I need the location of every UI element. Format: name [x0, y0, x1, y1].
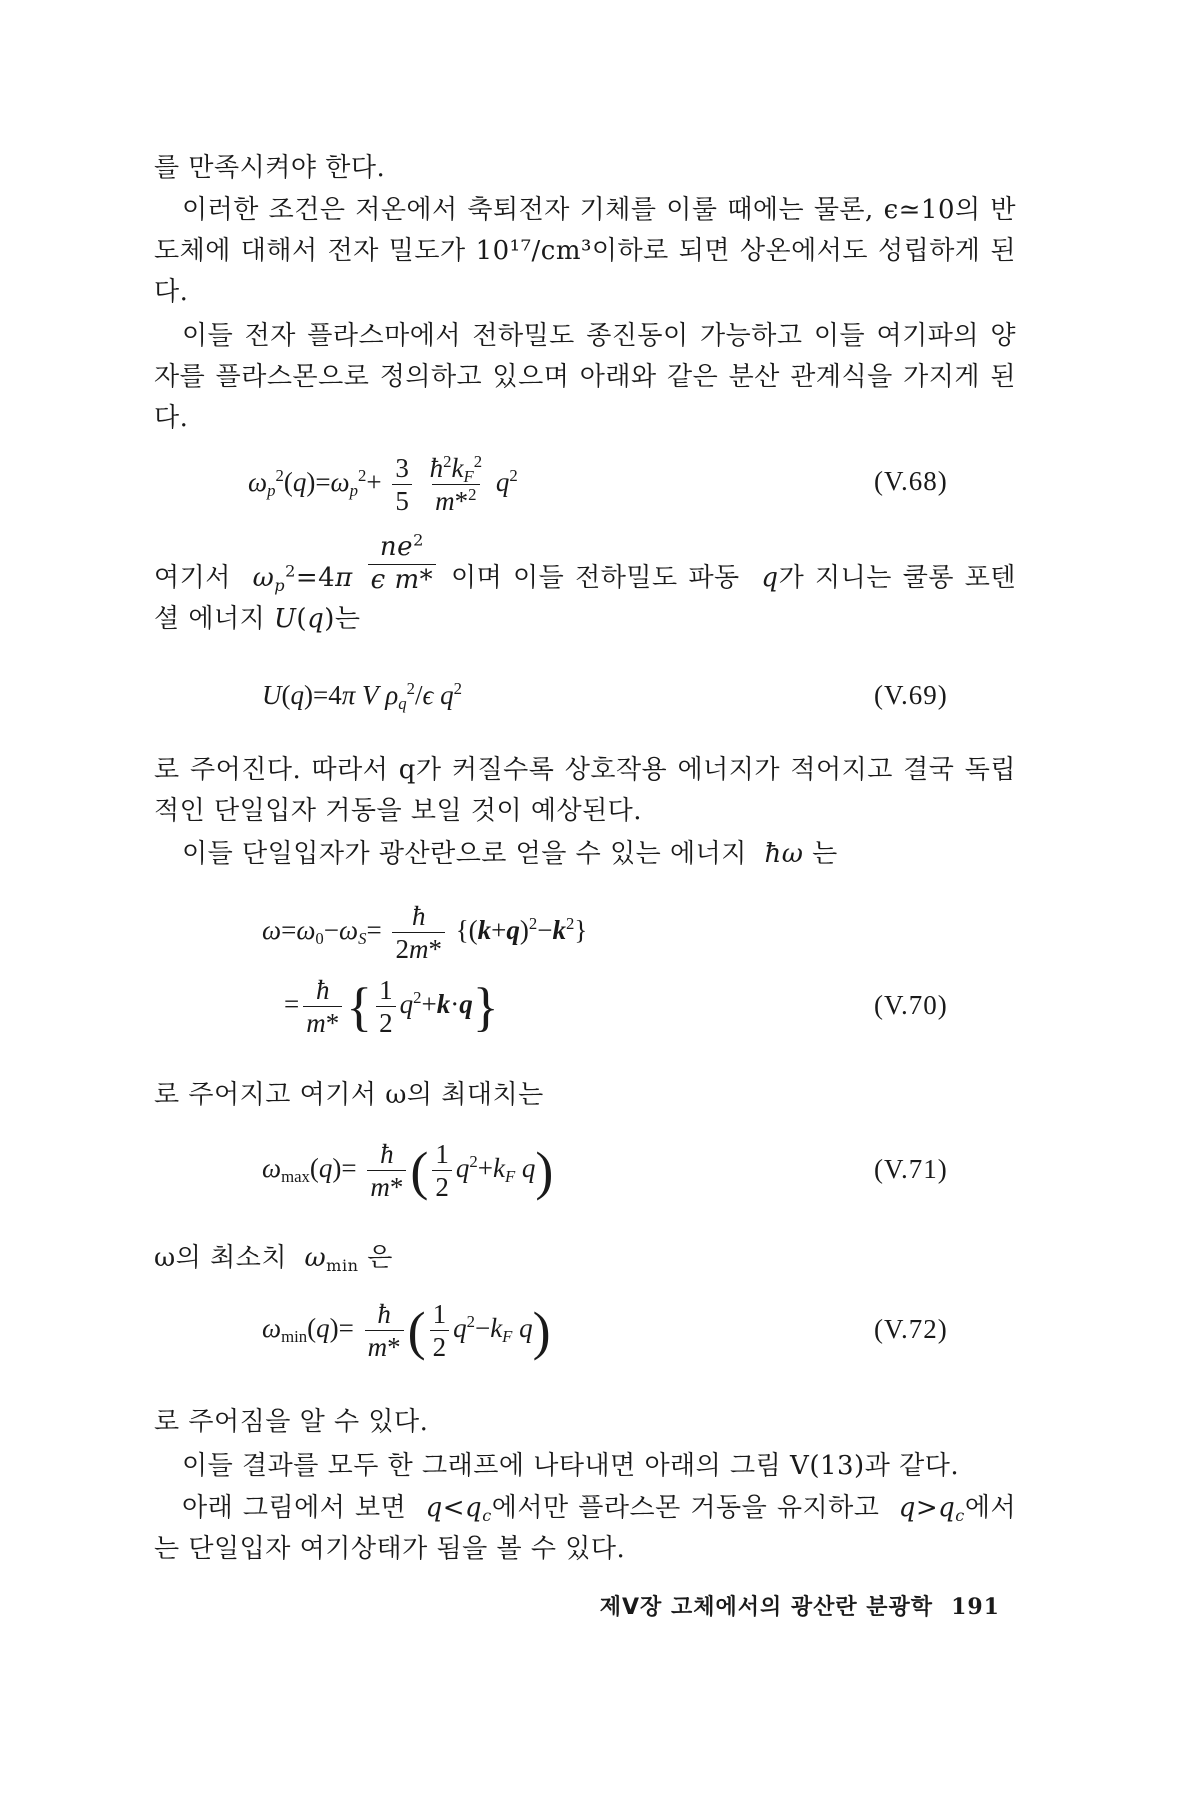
equation-v70-line2: = $\frac{ħ}{m*}$ { $\frac{1}{2}$ $q^2+k\cdot q$} [284, 975, 499, 1039]
running-footer-chapter: 제V장 고체에서의 광산란 분광학 [599, 1595, 934, 1620]
paragraph-4-text-b: 이며 이들 전하밀도 파동 [450, 563, 740, 593]
paragraph-8-text-b: 은 [367, 1243, 393, 1273]
equation-v69: U(q)=4π V $\rho_q^2/\epsilon$ $q^2$ [262, 678, 462, 714]
paragraph-6-text-a: 이들 단일입자가 광산란으로 얻을 수 있는 에너지 [182, 839, 747, 869]
inline-condition-q-less-qc: $q<q_c$ [425, 1493, 492, 1525]
equation-number-v69: (V.69) [874, 680, 948, 710]
paragraph-7: 로 주어지고 여기서 ω의 최대치는 [154, 1080, 544, 1110]
paragraph-5: 로 주어진다. 따라서 q가 커질수록 상호작용 에너지가 적어지고 결국 독립적인 단일입자 거동을 보일 것이 예상된다. [154, 755, 1016, 826]
equation-number-v71: (V.71) [874, 1154, 948, 1184]
equation-row-v70-line2 [0, 976, 1200, 1056]
paragraph-9: 로 주어짐을 알 수 있다. [154, 1407, 429, 1437]
paragraph-6-text-b: 는 [812, 839, 838, 869]
inline-condition-q-greater-qc: $q>q_c$ [898, 1493, 965, 1525]
paragraph-4-text-a: 여기서 [154, 563, 231, 593]
equation-row-v69 [0, 662, 1200, 742]
paragraph-3: 이들 전자 플라스마에서 전하밀도 종진동이 가능하고 이들 여기파의 양자를 플라스몬으로 정의하고 있으며 아래와 같은 분산 관계식을 가지게 된다. [154, 321, 1016, 433]
equation-number-v70: (V.70) [874, 990, 948, 1020]
equation-row-v72 [0, 1296, 1200, 1376]
paragraph-8 [154, 1238, 1016, 1279]
inline-symbol-omega-min: $\omega_{min}$ [304, 1243, 359, 1275]
paragraph-10: 이들 결과를 모두 한 그래프에 나타내면 아래의 그림 V(13)과 같다. [182, 1451, 960, 1481]
equation-v71: $\omega_{max}(q)=$ $\frac{ħ}{m*}$ ( $\frac{1}{2}$ $q^2+k_F$ q) [262, 1139, 554, 1203]
paragraph-2: 이러한 조건은 저온에서 축퇴전자 기체를 이룰 때에는 물론, ϵ≃10의 반도체에 대해서 전자 밀도가 10¹⁷/cm³이하로 되면 상온에서도 성립하게 된다. [154, 195, 1016, 307]
equation-number-v72: (V.72) [874, 1314, 948, 1344]
paragraph-4-text-c: 가 지니는 쿨롱 포텐셜 에너지 [154, 563, 1017, 634]
paragraph-8-text-a: ω의 최소치 [154, 1243, 287, 1273]
inline-symbol-hbar-omega: ħω [764, 839, 804, 869]
equation-v72: $\omega_{min}(q)=$ $\frac{ħ}{m*}$ ( $\frac{1}{2}$ $q^2-k_F$ q) [262, 1299, 551, 1363]
paragraph-1: 를 만족시켜야 한다. [154, 153, 386, 183]
page-number: 191 [951, 1594, 1000, 1620]
equation-number-v68: (V.68) [874, 466, 948, 496]
paragraph-4 [154, 530, 1017, 640]
paragraph-11-text-a: 아래 그림에서 보면 [182, 1493, 407, 1523]
inline-equation-plasma-frequency: $\omega_p^2=4\pi$ $\frac{ne^2}{\text{ϵ m*}}$ [242, 563, 451, 593]
equation-row-v68 [0, 440, 1200, 520]
equation-row-v70-line1 [0, 898, 1200, 978]
paragraph-6 [154, 834, 1016, 875]
paragraph-11 [154, 1488, 1016, 1570]
equation-v68: $\omega_p^2(q)=\omega_p^2+$ $\frac{3}{5}$ $\frac{ħ^2k_F^2}{m*^2}$ $q^2$ [248, 451, 518, 517]
equation-row-v71 [0, 1136, 1200, 1216]
paragraph-4-text-d: 는 [334, 604, 361, 634]
paragraph-11-text-b: 에서만 플라스몬 거동을 유지하고 [491, 1493, 880, 1523]
paragraph-11-text-c: 에서는 단일입자 여기상태가 됨을 볼 수 있다. [154, 1493, 1017, 1564]
page-footer [540, 1590, 1000, 1621]
inline-symbol-q: q [761, 563, 779, 593]
inline-symbol-uq: U(q) [274, 604, 335, 634]
equation-v70-line1: $\omega=\omega_0-\omega_S=$ $\frac{ħ}{2m*}$ $\{(k+q)^2-k^2\}$ [262, 901, 588, 965]
